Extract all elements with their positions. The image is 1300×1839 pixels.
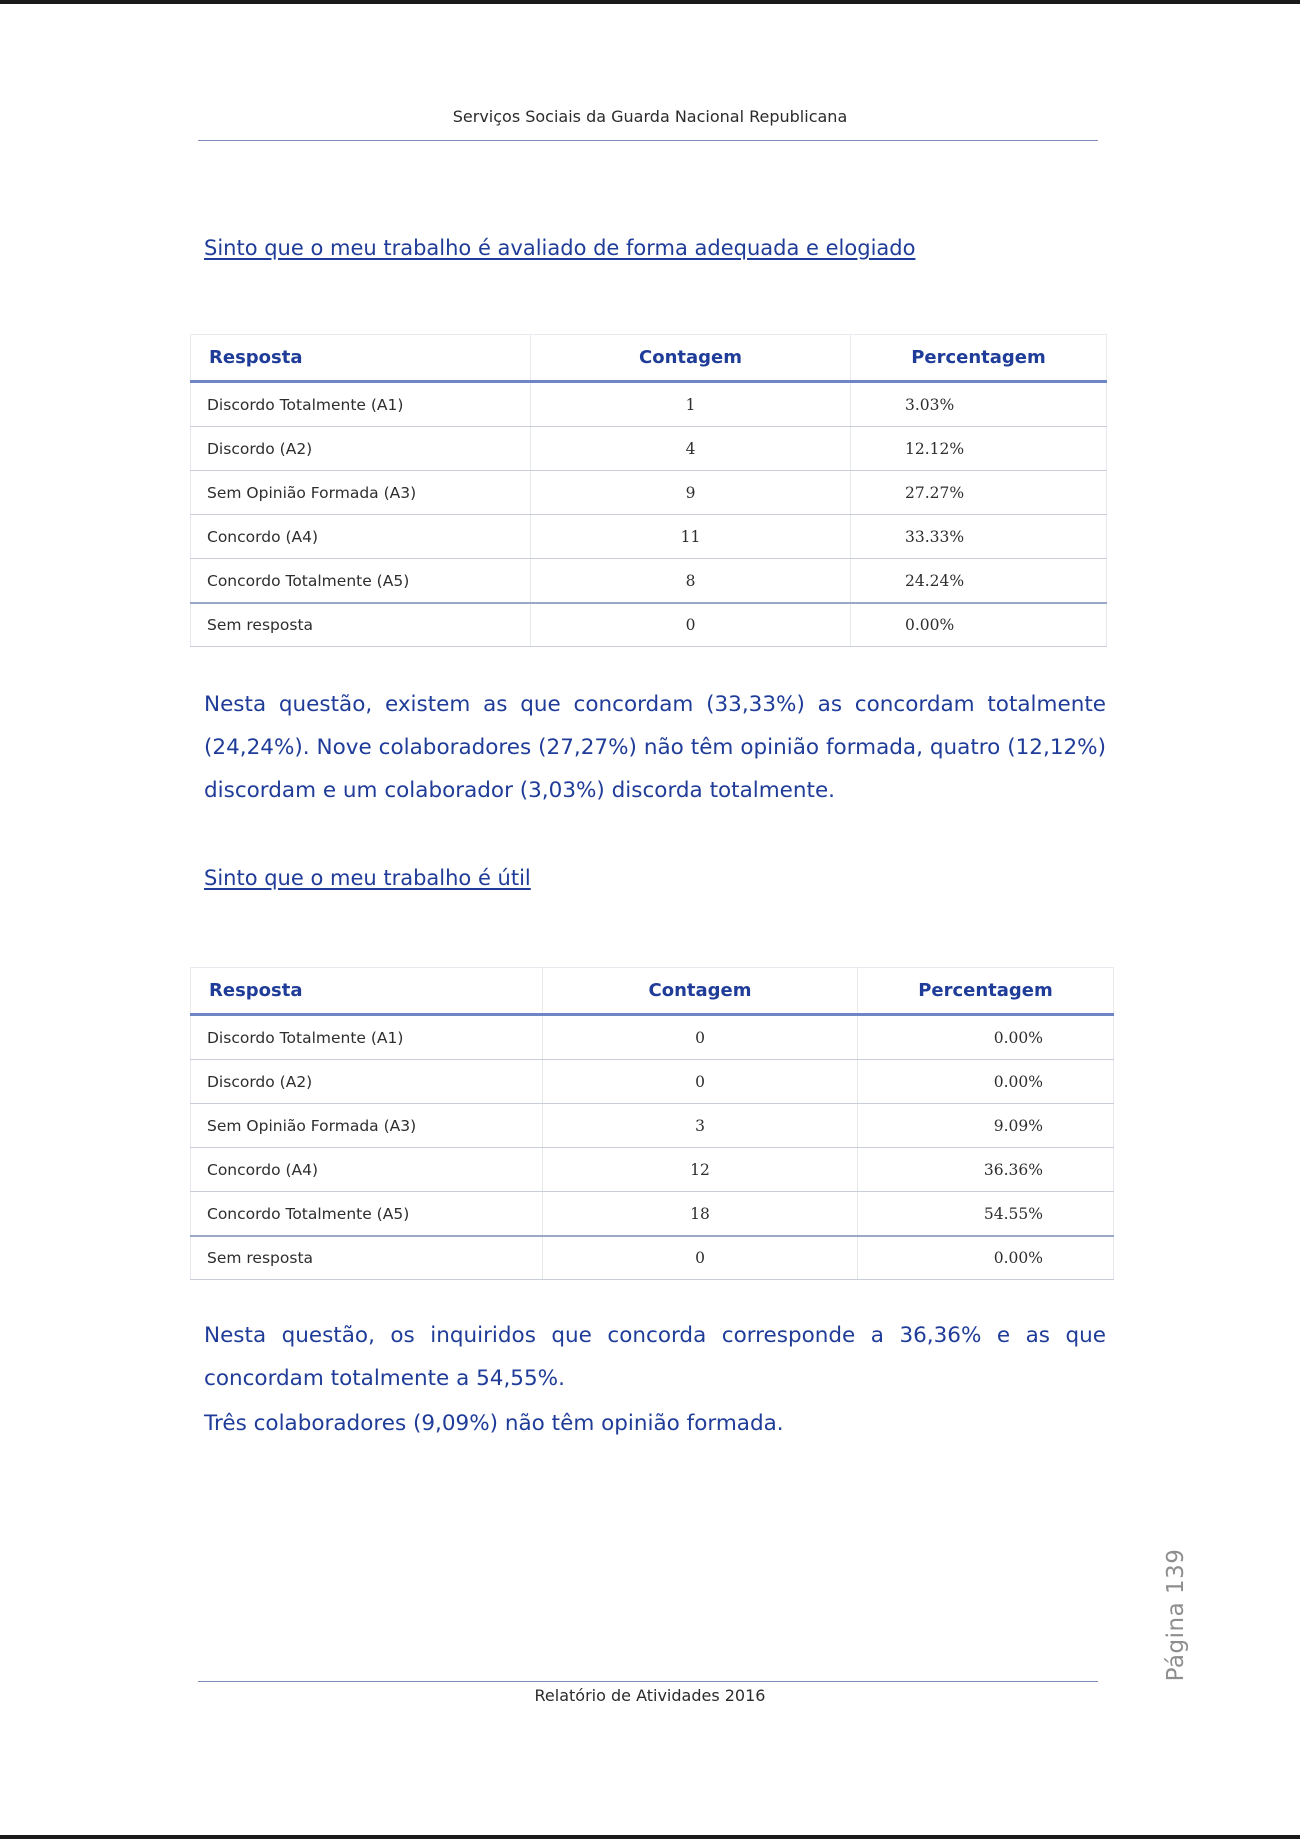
cell-percentagem: 33.33% bbox=[851, 515, 1107, 559]
cell-percentagem: 0.00% bbox=[851, 603, 1107, 647]
column-header-resposta: Resposta bbox=[191, 335, 531, 382]
cell-percentagem: 24.24% bbox=[851, 559, 1107, 604]
cell-resposta: Sem Opinião Formada (A3) bbox=[191, 1104, 543, 1148]
table-row bbox=[191, 382, 1107, 427]
column-header-percentagem: Percentagem bbox=[858, 968, 1114, 1015]
header-rule bbox=[198, 140, 1098, 141]
table-row bbox=[191, 1060, 1114, 1104]
analysis-paragraph-3: Três colaboradores (9,09%) não têm opinião formada. bbox=[204, 1411, 784, 1436]
table-row bbox=[191, 1015, 1114, 1060]
section-title-2: Sinto que o meu trabalho é útil bbox=[204, 866, 531, 890]
cell-contagem: 11 bbox=[531, 515, 851, 559]
cell-resposta: Discordo Totalmente (A1) bbox=[191, 1015, 543, 1060]
cell-resposta: Concordo (A4) bbox=[191, 515, 531, 559]
cell-percentagem: 9.09% bbox=[858, 1104, 1114, 1148]
cell-resposta: Sem resposta bbox=[191, 603, 531, 647]
section-title-1: Sinto que o meu trabalho é avaliado de forma adequada e elogiado bbox=[204, 236, 916, 260]
page-header: Serviços Sociais da Guarda Nacional Republicana bbox=[452, 107, 848, 126]
cell-resposta: Concordo (A4) bbox=[191, 1148, 543, 1192]
cell-percentagem: 12.12% bbox=[851, 427, 1107, 471]
cell-contagem: 8 bbox=[531, 559, 851, 604]
table-row bbox=[191, 471, 1107, 515]
cell-percentagem: 3.03% bbox=[851, 382, 1107, 427]
response-table-1 bbox=[190, 334, 1107, 647]
table-header-row bbox=[191, 968, 1114, 1015]
page-number bbox=[1156, 1540, 1196, 1690]
table-row bbox=[191, 603, 1107, 647]
cell-resposta: Concordo Totalmente (A5) bbox=[191, 559, 531, 604]
cell-contagem: 3 bbox=[543, 1104, 858, 1148]
table-row bbox=[191, 1104, 1114, 1148]
column-header-contagem: Contagem bbox=[543, 968, 858, 1015]
cell-contagem: 0 bbox=[531, 603, 851, 647]
column-header-percentagem: Percentagem bbox=[851, 335, 1107, 382]
cell-percentagem: 0.00% bbox=[858, 1236, 1114, 1280]
cell-resposta: Sem Opinião Formada (A3) bbox=[191, 471, 531, 515]
cell-contagem: 9 bbox=[531, 471, 851, 515]
column-header-contagem: Contagem bbox=[531, 335, 851, 382]
footer-rule bbox=[198, 1681, 1098, 1682]
cell-contagem: 0 bbox=[543, 1060, 858, 1104]
response-table-2 bbox=[190, 967, 1114, 1280]
cell-percentagem: 36.36% bbox=[858, 1148, 1114, 1192]
cell-resposta: Discordo (A2) bbox=[191, 1060, 543, 1104]
cell-resposta: Discordo Totalmente (A1) bbox=[191, 382, 531, 427]
cell-contagem: 4 bbox=[531, 427, 851, 471]
cell-percentagem: 0.00% bbox=[858, 1060, 1114, 1104]
table-row bbox=[191, 427, 1107, 471]
cell-contagem: 18 bbox=[543, 1192, 858, 1237]
cell-contagem: 12 bbox=[543, 1148, 858, 1192]
cell-percentagem: 0.00% bbox=[858, 1015, 1114, 1060]
table-row bbox=[191, 1148, 1114, 1192]
table-row bbox=[191, 515, 1107, 559]
table-row bbox=[191, 1236, 1114, 1280]
cell-resposta: Sem resposta bbox=[191, 1236, 543, 1280]
cell-percentagem: 54.55% bbox=[858, 1192, 1114, 1237]
cell-percentagem: 27.27% bbox=[851, 471, 1107, 515]
cell-contagem: 1 bbox=[531, 382, 851, 427]
column-header-resposta: Resposta bbox=[191, 968, 543, 1015]
page-footer: Relatório de Atividades 2016 bbox=[534, 1686, 766, 1705]
analysis-paragraph-2: Nesta questão, os inquiridos que concorda corresponde a 36,36% e as que concordam totalmente a 54,55%. bbox=[204, 1323, 1106, 1391]
table-header-row bbox=[191, 335, 1107, 382]
cell-resposta: Concordo Totalmente (A5) bbox=[191, 1192, 543, 1237]
analysis-paragraph-1: Nesta questão, existem as que concordam (33,33%) as concordam totalmente (24,24%). Nove colaboradores (27,27%) não têm opinião formada, quatro (12,12%) discordam e um colaborador (3,03%) discorda totalmente. bbox=[204, 692, 1106, 803]
cell-contagem: 0 bbox=[543, 1015, 858, 1060]
cell-contagem: 0 bbox=[543, 1236, 858, 1280]
table-row bbox=[191, 1192, 1114, 1237]
page-number-label: Página 139 bbox=[1163, 1548, 1189, 1682]
table-row bbox=[191, 559, 1107, 604]
cell-resposta: Discordo (A2) bbox=[191, 427, 531, 471]
